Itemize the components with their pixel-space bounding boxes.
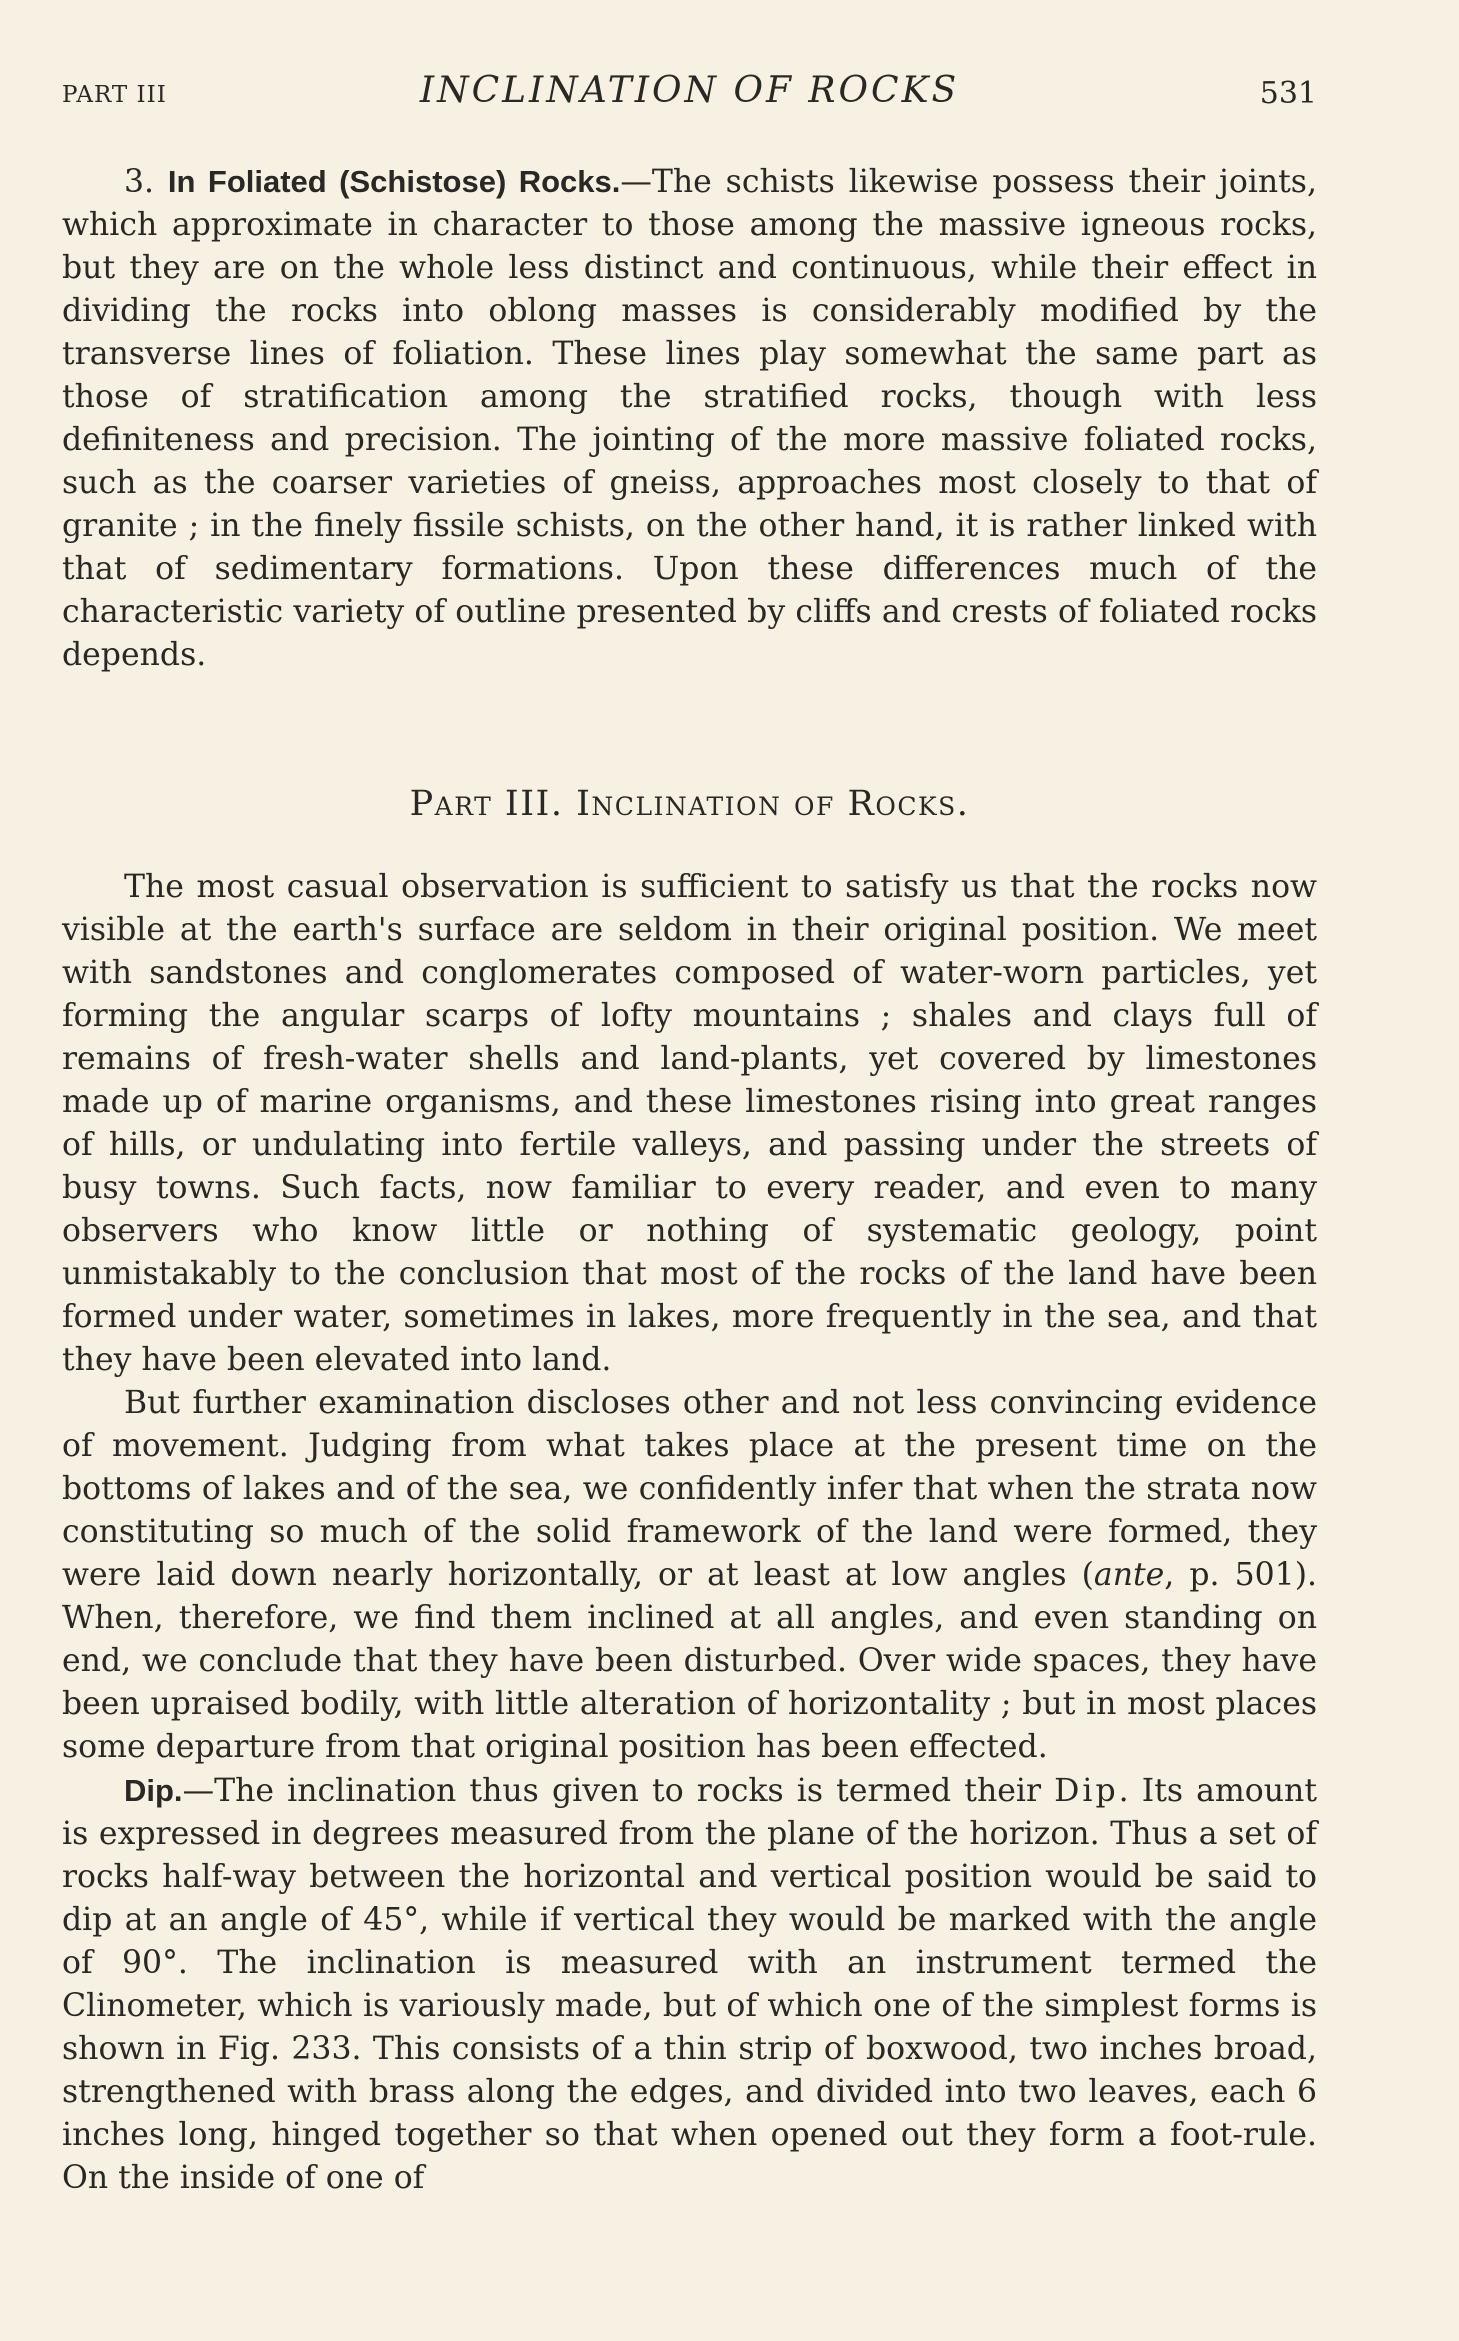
paragraph-observation: The most casual observation is sufficient to satisfy us that the rocks now visible at the earth's surface are seldom in their original position. We meet with sandstones and conglomerates composed of water-worn particles, yet forming the angular scarps of lofty mountains ; shales and clays full of remains of fresh-water shells and land-plants, yet covered by limestones made up of marine organisms, and these limestones rising into great ranges of hills, or undulating into fertile valleys, and passing under the streets of busy towns. Such facts, now familiar to every reader, and even to many observers who know little or nothing of systematic geology, point unmistakably to the conclusion that most of the rocks of the land have been formed under water, sometimes in lakes, more frequently in the sea, and that they have been elevated into land. [62, 869, 1317, 1378]
paragraph-movement-text-end: ). When, therefore, we find them inclined at all angles, and even standing on end, we conclude that they have been disturbed. Over wide spaces, they have been upraised bodily, with little alteration of horizontality ; but in most places some departure from that original position has been effected. [62, 1557, 1318, 1765]
foliated-rocks-heading: In Foliated (Schistose) Rocks. [167, 164, 621, 199]
dip-text-end: . Its amount is expressed in degrees measured from the plane of the horizon. Thus a set of rocks half-way between the horizontal and vertical position would be said to dip at an angle of 45°, while if vertical they would be marked with the angle of 90°. The inclination is measured with an instrument termed the Clinometer, which is variously made, but of which one of the simplest forms is shown in Fig. 233. This consists of a thin strip of boxwood, two inches broad, strengthened with brass along the edges, and divided into two leaves, each 6 inches long, hinged together so that when opened out they form a foot-rule. On the inside of one of [62, 1773, 1317, 2196]
page-number: 531 [1259, 76, 1317, 111]
paragraph-movement-text: But further examination discloses other and not less convincing evidence of movement. Judging from what takes place at the present time on the bottoms of lakes and of the sea, we confidently infer that when the strata now constituting so much of the solid framework of the land were formed, they were laid down nearly horizontally, or at least at low angles ( [62, 1385, 1317, 1593]
foliated-rocks-text: The schists likewise possess their joints, which approximate in character to those among the massive igneous rocks, but they are on the whole less distinct and continuous, while their effect in dividing the rocks into oblong masses is considerably modified by the transverse lines of foliation. These lines play somewhat the same part as those of stratification among the stratified rocks, though with less definiteness and precision. The jointing of the more massive foliated rocks, such as the coarser varieties of gneiss, approaches most closely to that of granite ; in the finely fissile schists, on the other hand, it is rather linked with that of sedimentary formations. Upon these differences much of the characteristic variety of outline presented by cliffs and crests of foliated rocks depends. [62, 164, 1317, 673]
subsection-number: 3. [124, 164, 155, 200]
ante-reference: ante [1093, 1557, 1165, 1593]
dip-term: Dip [1054, 1773, 1119, 1809]
running-title: INCLINATION OF ROCKS [419, 70, 960, 111]
page-reference: , p. 501 [1164, 1557, 1295, 1593]
dip-heading: Dip. [124, 1773, 183, 1808]
dip-text: The inclination thus given to rocks is termed their [214, 1773, 1055, 1809]
part-label: PART III [62, 82, 167, 108]
body-text [62, 160, 1317, 2200]
dip-paragraph: Dip.—The inclination thus given to rocks is termed their Dip. Its amount is expressed in degrees measured from the plane of the horizon. Thus a set of rocks half-way between the horizontal and vertical position would be said to dip at an angle of 45°, while if vertical they would be marked with the angle of 90°. The inclination is measured with an instrument termed the Clinometer, which is variously made, but of which one of the simplest forms is shown in Fig. 233. This consists of a thin strip of boxwood, two inches broad, strengthened with brass along the edges, and divided into two leaves, each 6 inches long, hinged together so that when opened out they form a foot-rule. On the inside of one of [62, 1773, 1317, 2196]
running-head [62, 68, 1317, 116]
foliated-rocks-paragraph: 3. In Foliated (Schistose) Rocks.—The schists likewise possess their joints, which approximate in character to those among the massive igneous rocks, but they are on the whole less distinct and continuous, while their effect in dividing the rocks into oblong masses is considerably modified by the transverse lines of foliation. These lines play somewhat the same part as those of stratification among the stratified rocks, though with less definiteness and precision. The jointing of the more massive foliated rocks, such as the coarser varieties of gneiss, approaches most closely to that of granite ; in the finely fissile schists, on the other hand, it is rather linked with that of sedimentary formations. Upon these differences much of the characteristic variety of outline presented by cliffs and crests of foliated rocks depends. [62, 164, 1317, 673]
paragraph-movement [62, 1382, 1317, 1769]
section-heading: Part III. Inclination of Rocks. [409, 784, 970, 824]
